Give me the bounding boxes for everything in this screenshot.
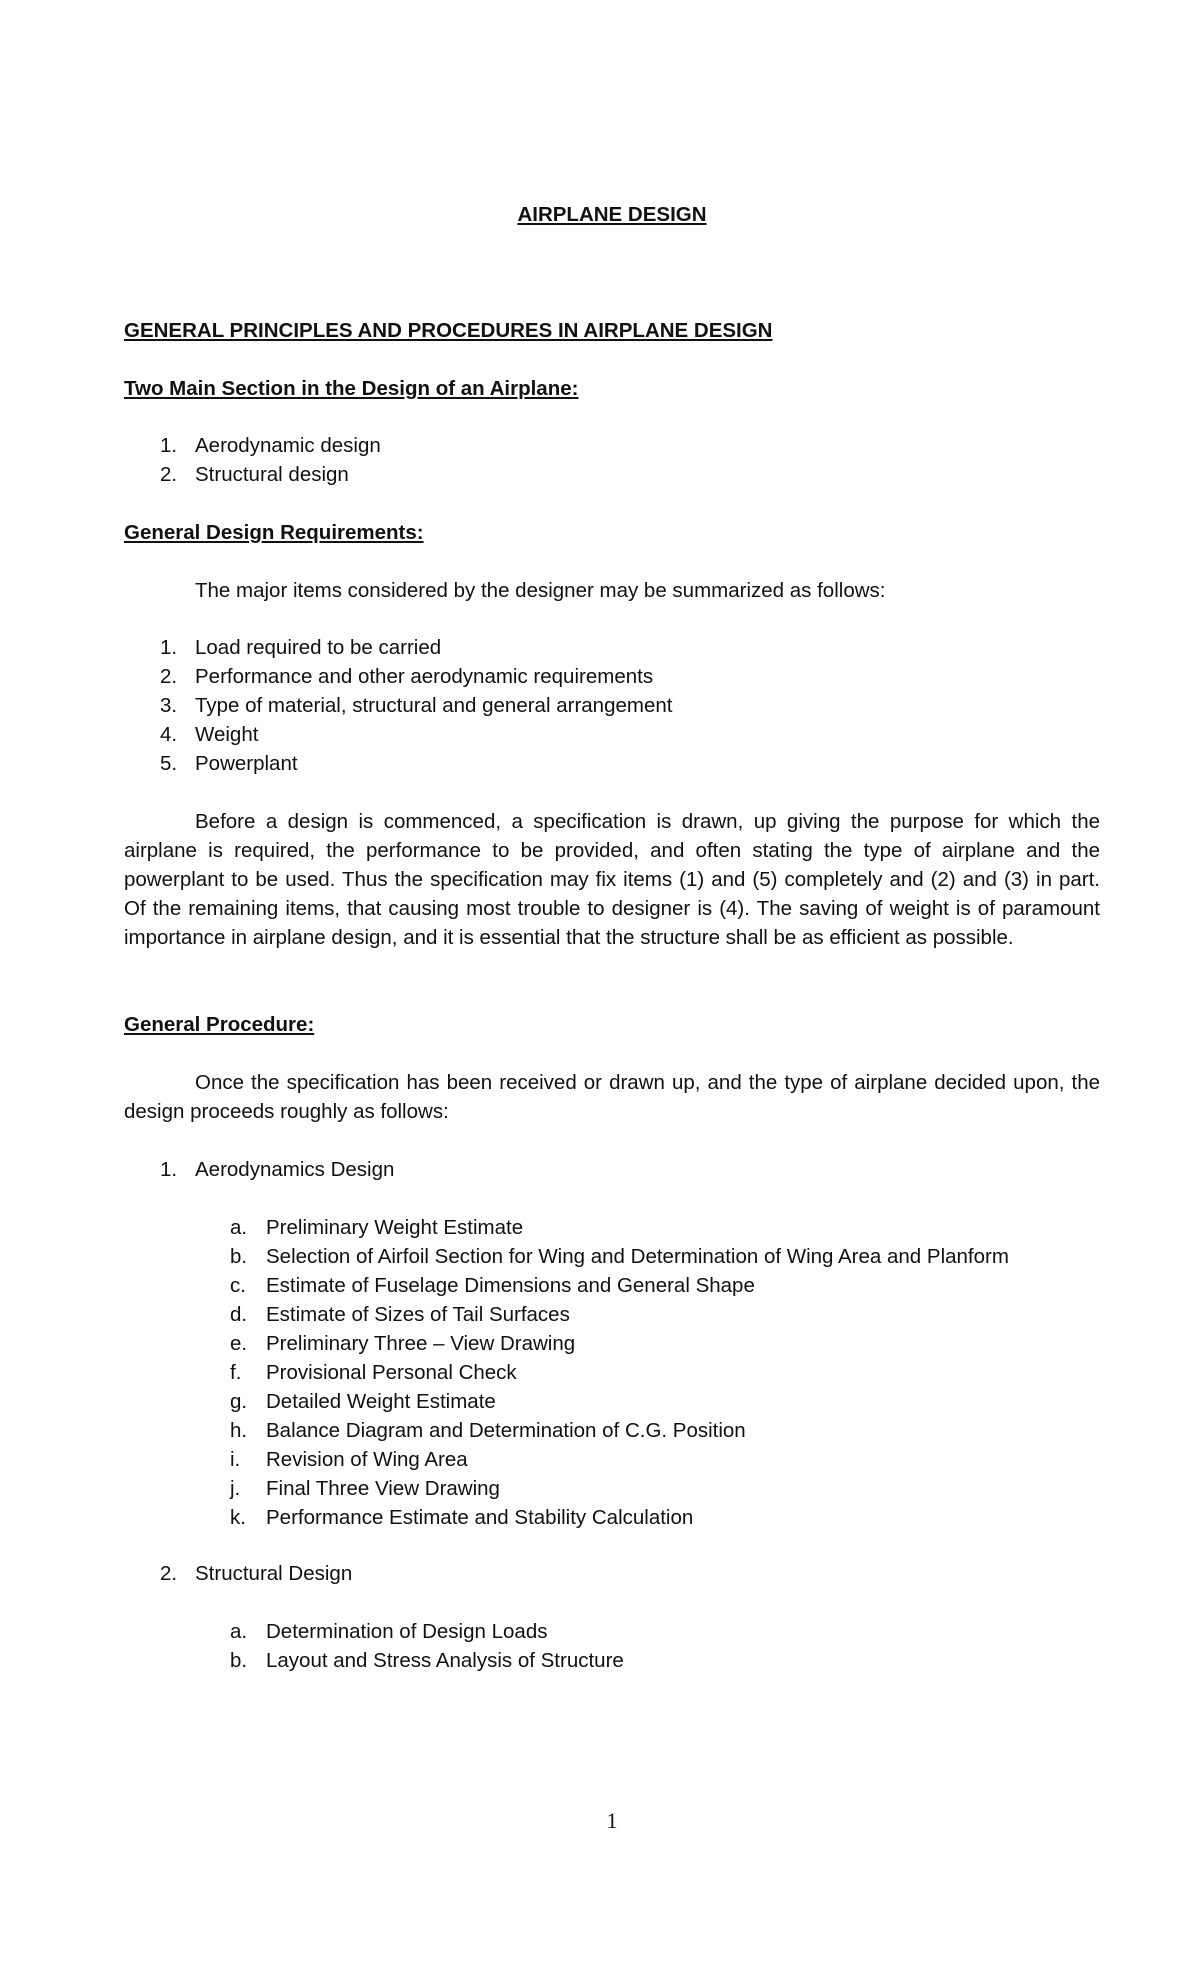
sublist-letter: i. bbox=[230, 1448, 241, 1471]
requirements-heading: General Design Requirements: bbox=[124, 521, 424, 544]
sublist-text: Provisional Personal Check bbox=[266, 1361, 517, 1384]
procedure-heading: General Procedure: bbox=[124, 1013, 315, 1036]
list-number: 1. bbox=[160, 636, 178, 659]
sublist-item bbox=[124, 1387, 1009, 1416]
list-number: 2. bbox=[160, 1562, 178, 1585]
sublist-text: Layout and Stress Analysis of Structure bbox=[266, 1649, 624, 1672]
sublist-letter: e. bbox=[230, 1332, 248, 1355]
two-main-list bbox=[124, 431, 381, 489]
aero-design-sublist bbox=[124, 1213, 1009, 1532]
requirements-list bbox=[124, 633, 672, 778]
list-item bbox=[124, 1155, 394, 1184]
sublist-text: Estimate of Fuselage Dimensions and General Shape bbox=[266, 1274, 755, 1297]
sublist-item bbox=[124, 1329, 1009, 1358]
sublist-item bbox=[124, 1300, 1009, 1329]
sublist-item bbox=[124, 1646, 624, 1675]
sublist-item bbox=[124, 1617, 624, 1646]
procedure-intro: Once the specification has been received or drawn up, and the type of airplane decided upon, the design proceeds roughly as follows: bbox=[124, 1071, 1100, 1123]
list-number: 2. bbox=[160, 463, 178, 486]
list-item bbox=[124, 460, 381, 489]
structural-design-list bbox=[124, 1559, 352, 1588]
list-text: Load required to be carried bbox=[195, 636, 442, 659]
sublist-letter: h. bbox=[230, 1419, 248, 1442]
list-text: Powerplant bbox=[195, 752, 298, 775]
list-number: 5. bbox=[160, 752, 178, 775]
list-text: Type of material, structural and general arrangement bbox=[195, 694, 673, 717]
aero-design-list bbox=[124, 1155, 394, 1184]
list-number: 4. bbox=[160, 723, 178, 746]
sublist-text: Revision of Wing Area bbox=[266, 1448, 468, 1471]
sublist-letter: a. bbox=[230, 1216, 248, 1239]
list-item bbox=[124, 431, 381, 460]
list-item bbox=[124, 662, 672, 691]
list-text: Structural Design bbox=[195, 1562, 353, 1585]
sublist-letter: j. bbox=[230, 1477, 241, 1500]
sublist-letter: b. bbox=[230, 1245, 248, 1268]
sublist-text: Preliminary Weight Estimate bbox=[266, 1216, 524, 1239]
list-number: 3. bbox=[160, 694, 178, 717]
list-number: 2. bbox=[160, 665, 178, 688]
list-item bbox=[124, 1559, 352, 1588]
sublist-letter: f. bbox=[230, 1361, 242, 1384]
sublist-letter: k. bbox=[230, 1506, 246, 1529]
section-heading: GENERAL PRINCIPLES AND PROCEDURES IN AIRPLANE DESIGN bbox=[124, 319, 773, 342]
list-number: 1. bbox=[160, 1158, 178, 1181]
structural-design-sublist bbox=[124, 1617, 624, 1675]
list-item bbox=[124, 720, 672, 749]
document-title: AIRPLANE DESIGN bbox=[517, 203, 707, 226]
sublist-text: Detailed Weight Estimate bbox=[266, 1390, 496, 1413]
list-text: Aerodynamic design bbox=[195, 434, 381, 457]
sublist-text: Estimate of Sizes of Tail Surfaces bbox=[266, 1303, 570, 1326]
page-number: 1 bbox=[606, 1808, 618, 1833]
requirements-intro: The major items considered by the designer may be summarized as follows: bbox=[195, 579, 886, 602]
sublist-item bbox=[124, 1213, 1009, 1242]
list-text: Weight bbox=[195, 723, 259, 746]
list-text: Structural design bbox=[195, 463, 349, 486]
list-item bbox=[124, 691, 672, 720]
sublist-item bbox=[124, 1242, 1009, 1271]
sublist-letter: a. bbox=[230, 1620, 248, 1643]
list-item bbox=[124, 633, 672, 662]
sublist-text: Preliminary Three – View Drawing bbox=[266, 1332, 576, 1355]
list-text: Aerodynamics Design bbox=[195, 1158, 395, 1181]
sublist-item bbox=[124, 1271, 1009, 1300]
sublist-text: Final Three View Drawing bbox=[266, 1477, 500, 1500]
list-text: Performance and other aerodynamic requirements bbox=[195, 665, 654, 688]
list-item bbox=[124, 749, 672, 778]
sublist-item bbox=[124, 1474, 1009, 1503]
sublist-item bbox=[124, 1358, 1009, 1387]
sublist-text: Balance Diagram and Determination of C.G. Position bbox=[266, 1419, 746, 1442]
sublist-text: Selection of Airfoil Section for Wing and Determination of Wing Area and Planform bbox=[266, 1245, 1009, 1268]
sublist-item bbox=[124, 1416, 1009, 1445]
sublist-letter: c. bbox=[230, 1274, 246, 1297]
sublist-letter: g. bbox=[230, 1390, 248, 1413]
sublist-letter: b. bbox=[230, 1649, 248, 1672]
list-number: 1. bbox=[160, 434, 178, 457]
sublist-item bbox=[124, 1445, 1009, 1474]
sublist-item bbox=[124, 1503, 1009, 1532]
sublist-text: Performance Estimate and Stability Calculation bbox=[266, 1506, 694, 1529]
two-main-heading: Two Main Section in the Design of an Airplane: bbox=[124, 377, 579, 400]
sublist-text: Determination of Design Loads bbox=[266, 1620, 548, 1643]
sublist-letter: d. bbox=[230, 1303, 248, 1326]
requirements-paragraph: Before a design is commenced, a specification is drawn, up giving the purpose for which the airplane is required, the performance to be provided, and often stating the type of airplane and the powerplant to be used. Thus the specification may fix items (1) and (5) completely and (2) and (3) in part. Of the remaining items, that causing most trouble to designer is (4). The saving of weight is of paramount importance in airplane design, and it is essential that the structure shall be as efficient as possible. bbox=[124, 810, 1100, 949]
